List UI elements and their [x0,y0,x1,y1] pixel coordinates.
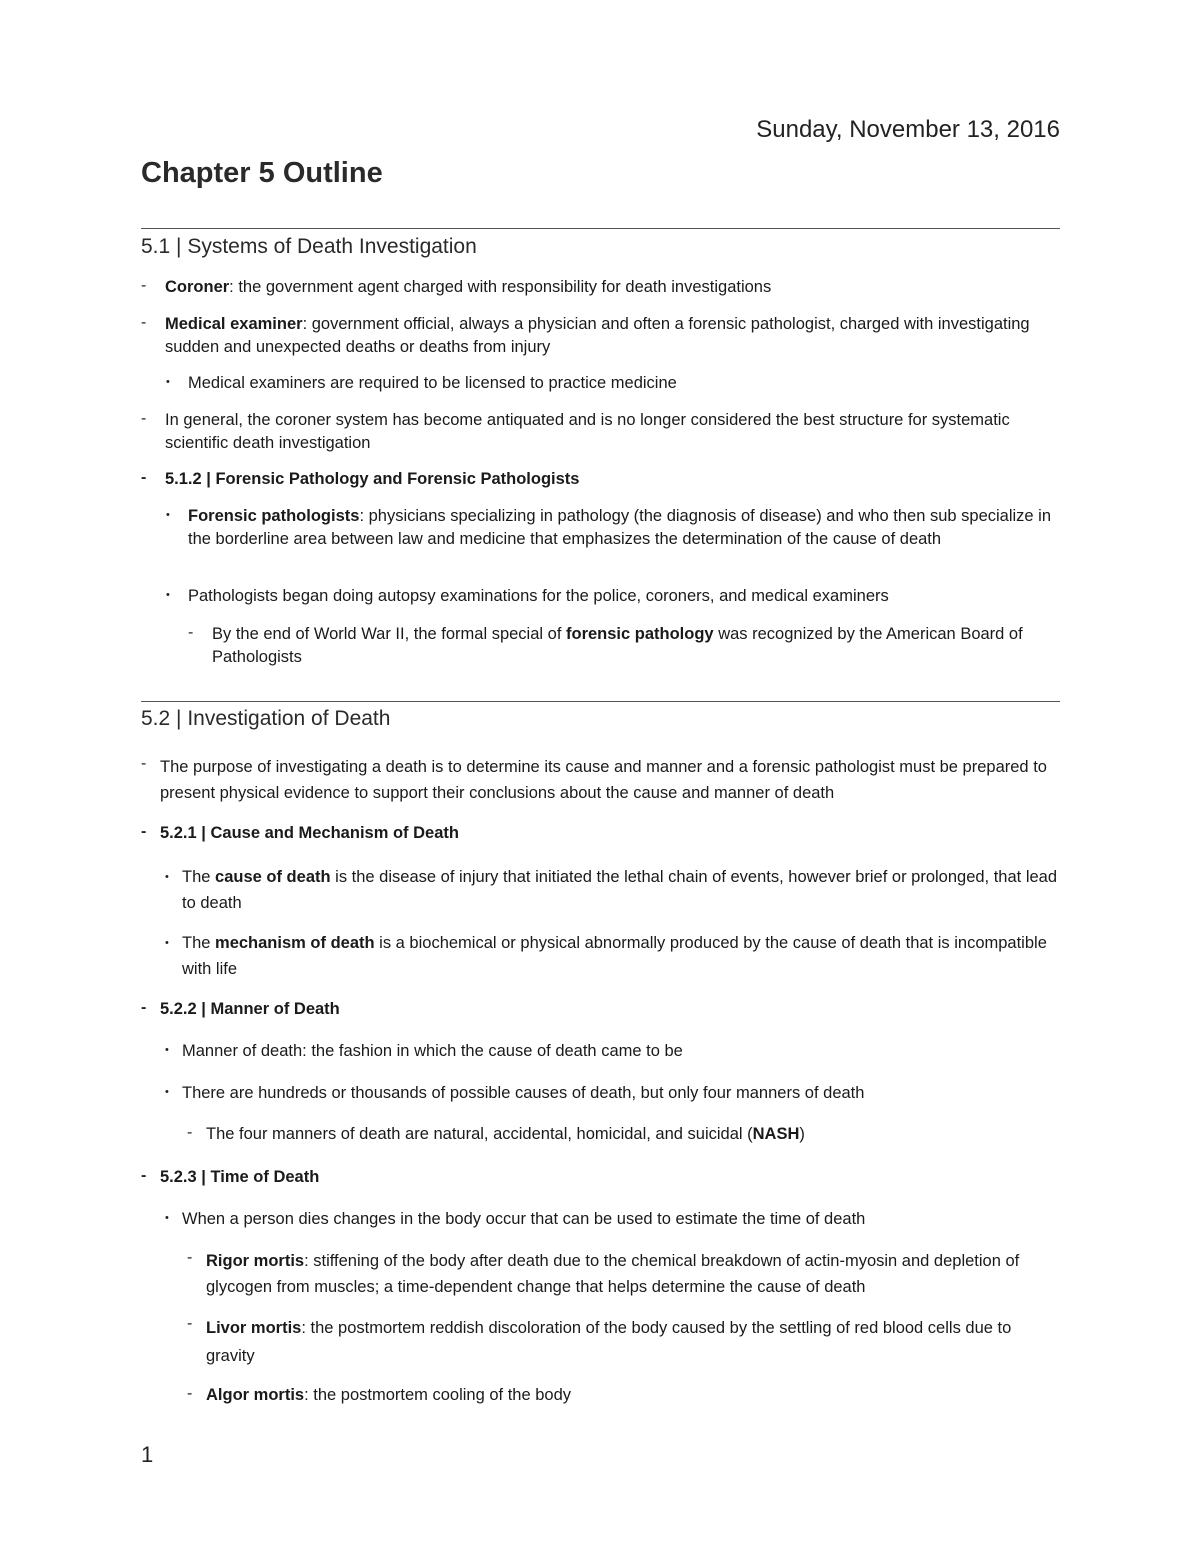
term: Coroner [165,278,230,296]
item-text: The four manners of death are natural, accidental, homicidal, and suicidal (NASH) [206,1125,805,1143]
item-text: When a person dies changes in the body occur that can be used to estimate the time of death [182,1210,866,1228]
dash-marker: - [187,1385,193,1402]
item-text: Medical examiners are required to be licensed to practice medicine [188,374,677,392]
dash-marker: - [187,1315,193,1332]
item-text: Algor mortis: the postmortem cooling of the body [206,1386,571,1404]
term: Livor mortis [206,1319,302,1337]
item-text: The mechanism of death is a biochemical or physical abnormally produced by the cause of death that is incompatible with life [182,934,1047,978]
list-item [165,1208,1060,1231]
page-number: 1 [141,1442,154,1467]
bullet-marker: • [165,1212,169,1224]
dash-marker: - [141,999,147,1016]
list-item [187,1384,1060,1407]
list-item [165,930,1060,982]
dash-marker: - [141,469,147,486]
section-divider [141,228,1060,229]
term: Forensic pathologists [188,507,360,525]
item-text: The cause of death is the disease of injury that initiated the lethal chain of events, however brief or prolonged, that lead to death [182,868,1058,912]
subsection-heading: - 5.1.2 | Forensic Pathology and Forensic Pathologists [141,469,580,488]
list-item [165,1082,1060,1105]
subsection-heading: - 5.2.2 | Manner of Death [141,999,340,1018]
list-item [166,372,1060,395]
list-item [166,505,1060,551]
term: mechanism of death [215,934,375,952]
list-item [165,864,1060,916]
subsection-heading: - 5.2.3 | Time of Death [141,1167,320,1186]
dash-marker: - [188,624,194,641]
item-text: There are hundreds or thousands of possible causes of death, but only four manners of death [182,1084,865,1102]
list-item [187,1123,1060,1146]
dash-marker: - [141,314,147,331]
list-item [187,1314,1060,1370]
dash-marker: - [187,1124,193,1141]
item-text: Medical examiner: government official, always a physician and often a forensic pathologist, charged with investigating sudden and unexpected deaths or deaths from injury [165,315,1030,356]
dash-marker: - [187,1249,193,1266]
list-item [187,1248,1060,1300]
bullet-marker: • [166,589,170,601]
section-heading: 5.1 | Systems of Death Investigation [141,235,477,258]
page-title: Chapter 5 Outline [141,157,383,189]
list-item [188,623,1060,669]
list-item [141,313,1060,359]
dash-marker: - [141,755,147,772]
list-item [165,1040,1060,1063]
list-item [141,754,1060,806]
term: cause of death [215,868,331,886]
bullet-marker: • [166,376,170,388]
list-item [166,585,1060,608]
dash-marker: - [141,277,147,294]
bullet-marker: • [165,1086,169,1098]
document-date: Sunday, November 13, 2016 [756,116,1060,143]
term: Rigor mortis [206,1252,305,1270]
item-text: Rigor mortis: stiffening of the body after death due to the chemical breakdown of actin-myosin and depletion of glycogen from muscles; a time-dependent change that helps determine the cause of death [206,1252,1020,1296]
term: Algor mortis [206,1386,305,1404]
item-text: Forensic pathologists: physicians specializing in pathology (the diagnosis of disease) and who then sub specialize in the borderline area between law and medicine that emphasizes the determination of the cause of death [188,507,1052,548]
bullet-marker: • [166,509,170,521]
dash-marker: - [141,410,147,427]
item-text: Manner of death: the fashion in which the cause of death came to be [182,1042,683,1060]
bullet-marker: • [165,871,169,883]
term: NASH [752,1125,800,1143]
dash-marker: - [141,1167,147,1184]
item-text: Livor mortis: the postmortem reddish discoloration of the body caused by the settling of red blood cells due to gravity [206,1319,1012,1365]
list-item [141,409,1060,455]
item-text: By the end of World War II, the formal special of forensic pathology was recognized by the American Board of Pathologists [212,625,1023,666]
item-text: Coroner: the government agent charged with responsibility for death investigations [165,278,772,296]
item-text: The purpose of investigating a death is to determine its cause and manner and a forensic pathologist must be prepared to present physical evidence to support their conclusions about the cause and manner of death [160,758,1047,802]
term: forensic pathology [566,625,714,643]
dash-marker: - [141,823,147,840]
term: Medical examiner [165,315,303,333]
item-text: In general, the coroner system has become antiquated and is no longer considered the best structure for systematic scientific death investigation [165,411,1010,452]
item-text: Pathologists began doing autopsy examinations for the police, coroners, and medical examiners [188,587,889,605]
list-item [141,276,1060,299]
section-divider [141,701,1060,702]
section-heading: 5.2 | Investigation of Death [141,707,391,730]
bullet-marker: • [165,937,169,949]
subsection-heading: - 5.2.1 | Cause and Mechanism of Death [141,823,459,842]
bullet-marker: • [165,1044,169,1056]
